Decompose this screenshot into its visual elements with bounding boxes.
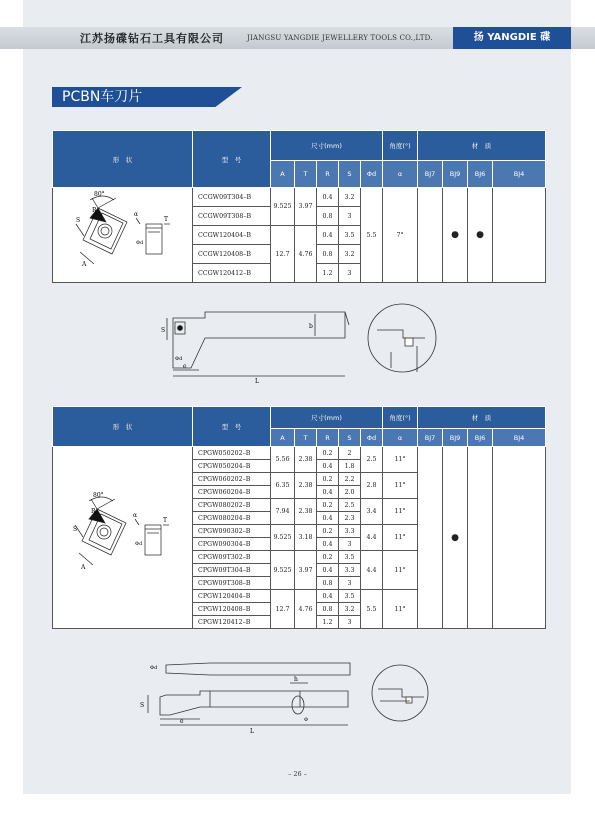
insert-r-label: R: [91, 508, 96, 515]
s-cell: 3: [339, 538, 361, 551]
insert-drawing-cell: [53, 188, 193, 283]
col-header-r: R: [317, 429, 339, 447]
insert-s-label: S: [73, 526, 78, 533]
s-cell: 3: [339, 264, 361, 283]
t-cell: 2.38: [295, 499, 317, 525]
s-cell: 3.5: [339, 590, 361, 603]
holder-d-label: Φd: [175, 356, 183, 362]
angle-cell: 11°: [383, 447, 418, 473]
insert-r-label: R: [91, 207, 97, 214]
insert-t-label: T: [163, 216, 168, 223]
angle-cell: 7°: [383, 188, 418, 283]
a-cell: 9.525: [271, 188, 295, 226]
model-cell: CPGW080202–B: [193, 499, 271, 512]
col-header-bj9: BJ9: [443, 429, 468, 447]
col-header-a: A: [271, 429, 295, 447]
grade-bj9-cell: ●: [443, 188, 468, 283]
col-header-a: A: [271, 161, 295, 188]
company-logo: 扬 YANGDIE 碟: [453, 27, 571, 49]
holder2-h-label: h: [294, 676, 298, 683]
t-cell: 4.76: [295, 590, 317, 629]
r-cell: 0.8: [317, 207, 339, 226]
col-header-bj4: BJ4: [493, 429, 546, 447]
page-number: – 26 –: [288, 770, 307, 778]
holder-e-label: e: [183, 363, 187, 370]
r-cell: 0.4: [317, 188, 339, 207]
col-header-size: 尺寸(mm): [271, 407, 383, 429]
r-cell: 0.4: [317, 538, 339, 551]
holder2-e-label: e: [180, 718, 184, 725]
angle-cell: 11°: [383, 551, 418, 590]
d-cell: 5.5: [361, 590, 383, 629]
d-cell: 2.5: [361, 447, 383, 473]
col-header-material: 材 质: [418, 131, 546, 161]
d-cell: 3.4: [361, 499, 383, 525]
insert-drawing-cpgw: [53, 447, 192, 629]
holder2-phi-label: Φ: [304, 717, 309, 723]
t-cell: 3.97: [295, 551, 317, 590]
d-cell: 4.4: [361, 551, 383, 590]
insert-d-label: Φd: [135, 541, 143, 547]
a-cell: 9.525: [271, 551, 295, 590]
col-header-model: 型 号: [193, 407, 271, 447]
t-cell: 4.76: [295, 226, 317, 283]
col-header-bj7: BJ7: [418, 429, 443, 447]
s-cell: 3.3: [339, 525, 361, 538]
col-header-alpha: α: [383, 429, 418, 447]
model-cell: CPGW120408–B: [193, 603, 271, 616]
col-header-d: Φd: [361, 429, 383, 447]
s-cell: 3.2: [339, 603, 361, 616]
angle-cell: 11°: [383, 499, 418, 525]
grade-bj4-cell: [493, 447, 546, 629]
s-cell: 2: [339, 447, 361, 460]
a-cell: 12.7: [271, 590, 295, 629]
col-header-size: 尺寸(mm): [271, 131, 383, 161]
col-header-bj9: BJ9: [443, 161, 468, 188]
col-header-alpha: α: [383, 161, 418, 188]
r-cell: 0.8: [317, 577, 339, 590]
col-header-r: R: [317, 161, 339, 188]
r-cell: 0.2: [317, 525, 339, 538]
model-cell: CCGW120404–B: [193, 226, 271, 245]
model-cell: CPGW060202–B: [193, 473, 271, 486]
t-cell: 2.38: [295, 473, 317, 499]
a-cell: 6.35: [271, 473, 295, 499]
s-cell: 3.3: [339, 564, 361, 577]
col-header-model: 型 号: [193, 131, 271, 188]
insert-angle-label: 80°: [93, 492, 104, 499]
r-cell: 0.8: [317, 245, 339, 264]
model-cell: CPGW09T304–B: [193, 564, 271, 577]
insert-alpha-label: α: [133, 211, 138, 218]
s-cell: 2.3: [339, 512, 361, 525]
r-cell: 0.4: [317, 460, 339, 473]
holder2-d-label: Φd: [150, 665, 158, 671]
col-header-material: 材 质: [418, 407, 546, 429]
col-header-t: T: [295, 161, 317, 188]
s-cell: 3: [339, 577, 361, 590]
insert-t-label: T: [163, 517, 168, 524]
r-cell: 0.4: [317, 564, 339, 577]
insert-d-label: Φd: [135, 240, 143, 246]
model-cell: CPGW060204–B: [193, 486, 271, 499]
d-cell: 5.5: [361, 188, 383, 283]
t-cell: 3.18: [295, 525, 317, 551]
col-header-shape: 形 状: [53, 407, 193, 447]
t-cell: 2.38: [295, 447, 317, 473]
section-title: PCBN车刀片: [62, 89, 143, 105]
insert-a-label: A: [81, 564, 86, 571]
insert-angle-label: 80°: [93, 191, 105, 198]
model-cell: CPGW090302–B: [193, 525, 271, 538]
angle-cell: 11°: [383, 473, 418, 499]
grade-bj4-cell: [493, 188, 546, 283]
insert-a-label: A: [81, 261, 86, 268]
r-cell: 0.2: [317, 551, 339, 564]
s-cell: 3.5: [339, 226, 361, 245]
col-header-angle: 角度(°): [383, 131, 418, 161]
a-cell: 9.525: [271, 525, 295, 551]
insert-alpha-label: α: [133, 512, 138, 519]
s-cell: 2.0: [339, 486, 361, 499]
grade-bj9-cell: ●: [443, 447, 468, 629]
model-cell: CPGW050204–B: [193, 460, 271, 473]
col-header-bj7: BJ7: [418, 161, 443, 188]
model-cell: CPGW090304–B: [193, 538, 271, 551]
a-cell: 7.94: [271, 499, 295, 525]
s-cell: 3.5: [339, 551, 361, 564]
col-header-s: S: [339, 161, 361, 188]
s-cell: 3.2: [339, 188, 361, 207]
col-header-s: S: [339, 429, 361, 447]
s-cell: 3.2: [339, 245, 361, 264]
r-cell: 0.2: [317, 473, 339, 486]
col-header-t: T: [295, 429, 317, 447]
col-header-bj6: BJ6: [468, 161, 493, 188]
r-cell: 0.4: [317, 226, 339, 245]
col-header-d: Φd: [361, 161, 383, 188]
holder2-s-label: S: [140, 702, 145, 709]
insert-s-label: S: [75, 217, 80, 224]
s-cell: 3: [339, 616, 361, 629]
r-cell: 0.4: [317, 512, 339, 525]
col-header-bj6: BJ6: [468, 429, 493, 447]
r-cell: 1.2: [317, 264, 339, 283]
r-cell: 0.2: [317, 499, 339, 512]
r-cell: 1.2: [317, 616, 339, 629]
r-cell: 0.4: [317, 486, 339, 499]
col-header-shape: 形 状: [53, 131, 193, 188]
model-cell: CPGW080204–B: [193, 512, 271, 525]
holder-s-label: S: [161, 327, 166, 334]
company-name-cn: 江苏扬碟钻石工具有限公司: [80, 32, 224, 45]
angle-cell: 11°: [383, 590, 418, 629]
r-cell: 0.2: [317, 447, 339, 460]
model-cell: CPGW050202–B: [193, 447, 271, 460]
grade-bj7-cell: [418, 447, 443, 629]
s-cell: 1.8: [339, 460, 361, 473]
model-cell: CPGW09T302–B: [193, 551, 271, 564]
model-cell: CCGW120412–B: [193, 264, 271, 283]
model-cell: CCGW09T308–B: [193, 207, 271, 226]
model-cell: CPGW120412–B: [193, 616, 271, 629]
grade-bj6-cell: ●: [468, 188, 493, 283]
spec-table-ccgw: [52, 130, 546, 283]
col-header-angle: 角度(°): [383, 407, 418, 429]
grade-bj7-cell: [418, 188, 443, 283]
col-header-bj4: BJ4: [493, 161, 546, 188]
model-cell: CPGW120404–B: [193, 590, 271, 603]
holder-l-label: L: [255, 378, 259, 385]
company-name-en: JIANGSU YANGDIE JEWELLERY TOOLS CO.,LTD.: [247, 34, 433, 42]
r-cell: 0.8: [317, 603, 339, 616]
a-cell: 5.56: [271, 447, 295, 473]
d-cell: 2.8: [361, 473, 383, 499]
model-cell: CPGW09T308–B: [193, 577, 271, 590]
s-cell: 3: [339, 207, 361, 226]
grade-bj6-cell: [468, 447, 493, 629]
t-cell: 3.97: [295, 188, 317, 226]
boring-bar-drawing-1: [155, 300, 445, 395]
holder-b-label: b: [309, 323, 313, 330]
s-cell: 2.5: [339, 499, 361, 512]
model-cell: CCGW120408–B: [193, 245, 271, 264]
a-cell: 12.7: [271, 226, 295, 283]
insert-drawing-ccgw: [54, 188, 192, 280]
boring-bar-drawing-2: [140, 655, 440, 745]
d-cell: 4.4: [361, 525, 383, 551]
s-cell: 2.2: [339, 473, 361, 486]
angle-cell: 11°: [383, 525, 418, 551]
holder2-l-label: L: [250, 728, 254, 735]
r-cell: 0.4: [317, 590, 339, 603]
model-cell: CCGW09T304–B: [193, 188, 271, 207]
